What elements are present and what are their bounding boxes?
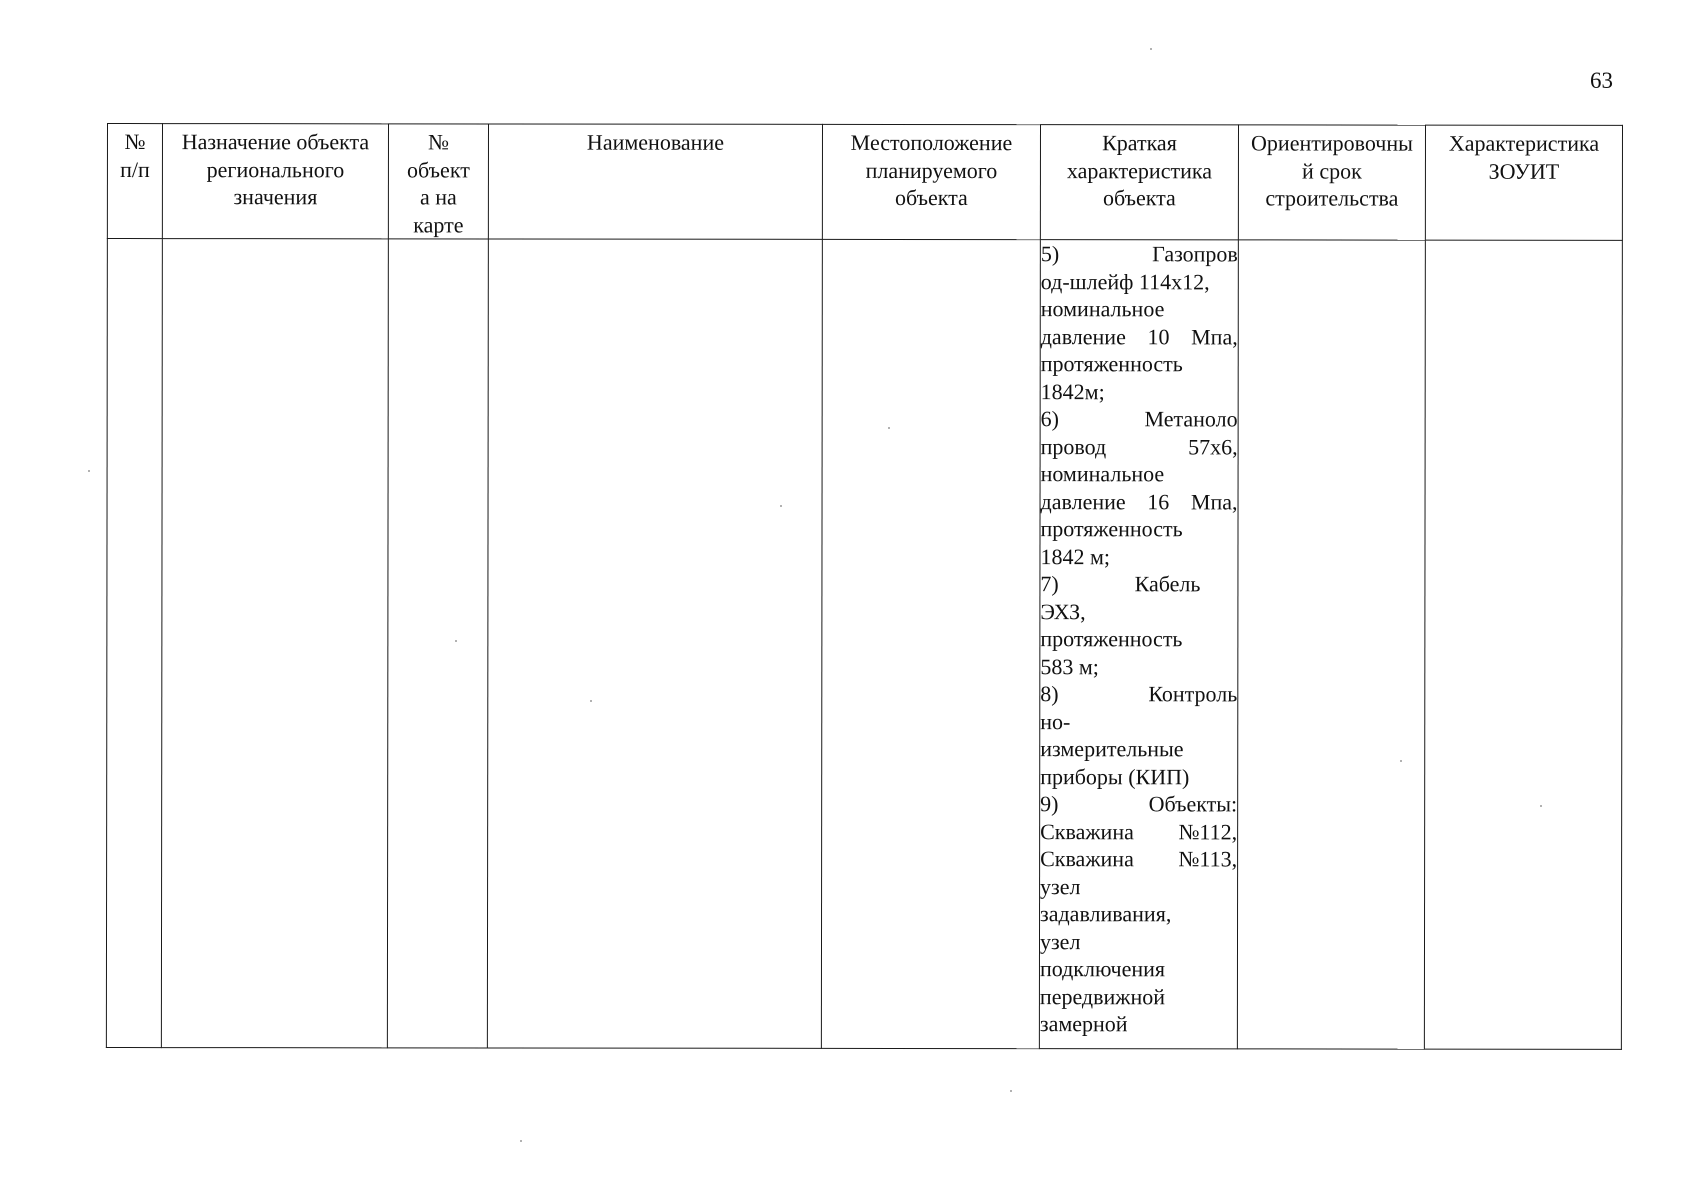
scan-speck	[455, 640, 457, 642]
description-line	[1040, 515, 1237, 543]
header-line: характеристика	[1066, 157, 1212, 183]
objects-table	[106, 123, 1623, 1050]
description-word: протяженность	[1040, 516, 1183, 542]
description-word: Газопров	[1152, 241, 1238, 267]
description-line	[1041, 433, 1238, 461]
description-word: Объекты:	[1148, 791, 1238, 817]
header-number	[107, 124, 162, 239]
header-line: Характеристика	[1448, 130, 1600, 156]
description-word: 7)	[1040, 571, 1059, 597]
scan-speck	[1150, 48, 1152, 50]
header-zouit	[1425, 125, 1622, 240]
description-word: 16	[1147, 488, 1170, 514]
description-line	[1041, 405, 1238, 433]
description-word: давление	[1040, 488, 1126, 514]
description-line	[1040, 983, 1237, 1011]
description-word: Метаноло	[1144, 406, 1238, 432]
header-line: №	[124, 129, 146, 155]
description-word: №112,	[1178, 818, 1238, 844]
description-word: Мпа,	[1190, 488, 1238, 514]
header-line: №	[427, 129, 449, 155]
description-line	[1040, 543, 1237, 571]
scan-speck	[1540, 805, 1542, 807]
header-purpose	[162, 124, 388, 239]
scan-speck	[590, 700, 592, 702]
page-number: 63	[1590, 68, 1613, 93]
description-line	[1040, 845, 1237, 873]
description-line	[1040, 708, 1237, 736]
header-line: п/п	[120, 156, 150, 182]
description-line	[1040, 900, 1237, 928]
header-name	[488, 124, 822, 239]
header-line: значения	[233, 184, 318, 210]
description-line	[1040, 818, 1237, 846]
description-word: 5)	[1040, 241, 1060, 267]
cell-brief-description	[1039, 240, 1238, 1049]
description-word: задавливания,	[1040, 901, 1172, 927]
description-word: Кабель	[1134, 571, 1201, 597]
description-word: приборы (КИП)	[1040, 763, 1190, 789]
header-construction-term	[1238, 125, 1425, 240]
header-line: объекта	[1102, 185, 1176, 211]
header-line: ЗОУИТ	[1488, 158, 1560, 184]
description-word: 6)	[1040, 406, 1059, 432]
header-line: карте	[413, 211, 464, 237]
description-line	[1040, 763, 1237, 791]
scan-speck	[520, 1140, 522, 1142]
header-line: Местоположение	[850, 129, 1013, 156]
cell-number	[106, 239, 162, 1048]
description-line	[1040, 598, 1237, 626]
header-line: а на	[419, 184, 457, 210]
description-line	[1041, 488, 1238, 516]
scan-speck	[888, 427, 890, 429]
description-word: номинальное	[1040, 461, 1165, 487]
header-brief-description	[1040, 125, 1238, 240]
description-line	[1040, 928, 1237, 956]
header-line: Ориентировочны	[1251, 130, 1413, 156]
header-line: й срок	[1302, 157, 1362, 184]
description-line	[1041, 460, 1238, 488]
cell-purpose	[161, 239, 388, 1048]
description-word: измерительные	[1040, 736, 1184, 762]
description-word: замерной	[1039, 1011, 1128, 1037]
description-line	[1041, 350, 1238, 378]
description-line	[1040, 955, 1237, 983]
description-word: ЭХЗ,	[1040, 598, 1086, 624]
description-word: 57х6,	[1188, 433, 1238, 459]
description-word: передвижной	[1039, 983, 1166, 1009]
header-line: Краткая	[1102, 130, 1177, 156]
description-word: №113,	[1178, 846, 1238, 872]
header-line: объект	[407, 156, 470, 182]
description-word: Скважина	[1040, 818, 1134, 844]
description-line	[1041, 378, 1238, 406]
description-word: узел	[1039, 928, 1081, 954]
description-line	[1040, 680, 1237, 708]
description-word: 10	[1147, 323, 1170, 349]
description-line	[1040, 735, 1237, 763]
description-word: узел	[1040, 873, 1081, 899]
description-line	[1040, 653, 1237, 681]
header-line: планируемого	[865, 157, 998, 183]
description-word: 8)	[1040, 681, 1059, 707]
header-line: Назначение объекта	[181, 129, 370, 155]
description-word: Скважина	[1040, 846, 1134, 872]
description-word: протяженность	[1040, 351, 1183, 377]
description-line	[1040, 790, 1237, 818]
description-word: давление	[1040, 323, 1126, 349]
description-word: подключения	[1039, 956, 1166, 982]
cell-zouit	[1424, 240, 1622, 1049]
description-line	[1040, 1010, 1237, 1038]
header-location	[822, 124, 1040, 239]
description-word: 583 м;	[1040, 653, 1099, 679]
scan-speck	[1400, 760, 1402, 762]
cell-location	[821, 239, 1040, 1048]
description-word: 1842 м;	[1040, 543, 1111, 569]
description-word: Мпа,	[1191, 323, 1238, 349]
description-line	[1040, 570, 1200, 598]
description-word: 9)	[1040, 791, 1059, 817]
table-row	[106, 239, 1622, 1050]
header-line: объекта	[894, 184, 968, 211]
table-header-row	[107, 124, 1622, 241]
description-word: од-шлейф 114х12,	[1040, 268, 1210, 294]
scan-speck	[1010, 1090, 1012, 1092]
header-map-number	[388, 124, 488, 239]
cell-construction-term	[1237, 240, 1425, 1049]
description-line	[1040, 873, 1237, 901]
cell-name	[487, 239, 822, 1048]
header-line: регионального	[206, 156, 345, 182]
description-line	[1041, 295, 1238, 323]
cell-map-number	[387, 239, 488, 1048]
description-word: протяженность	[1040, 626, 1183, 652]
description-word: 1842м;	[1040, 378, 1105, 404]
description-word: провод	[1040, 433, 1107, 459]
description-line	[1040, 625, 1237, 653]
description-word: номинальное	[1040, 296, 1165, 322]
description-word: Контроль	[1148, 681, 1238, 707]
header-line: строительства	[1265, 185, 1399, 211]
scan-speck	[780, 505, 782, 507]
description-line	[1041, 240, 1238, 268]
description-word: но-	[1040, 708, 1071, 734]
description-line	[1041, 323, 1238, 351]
description-line	[1041, 268, 1238, 296]
header-line: Наименование	[586, 129, 725, 155]
scan-speck	[88, 470, 90, 472]
